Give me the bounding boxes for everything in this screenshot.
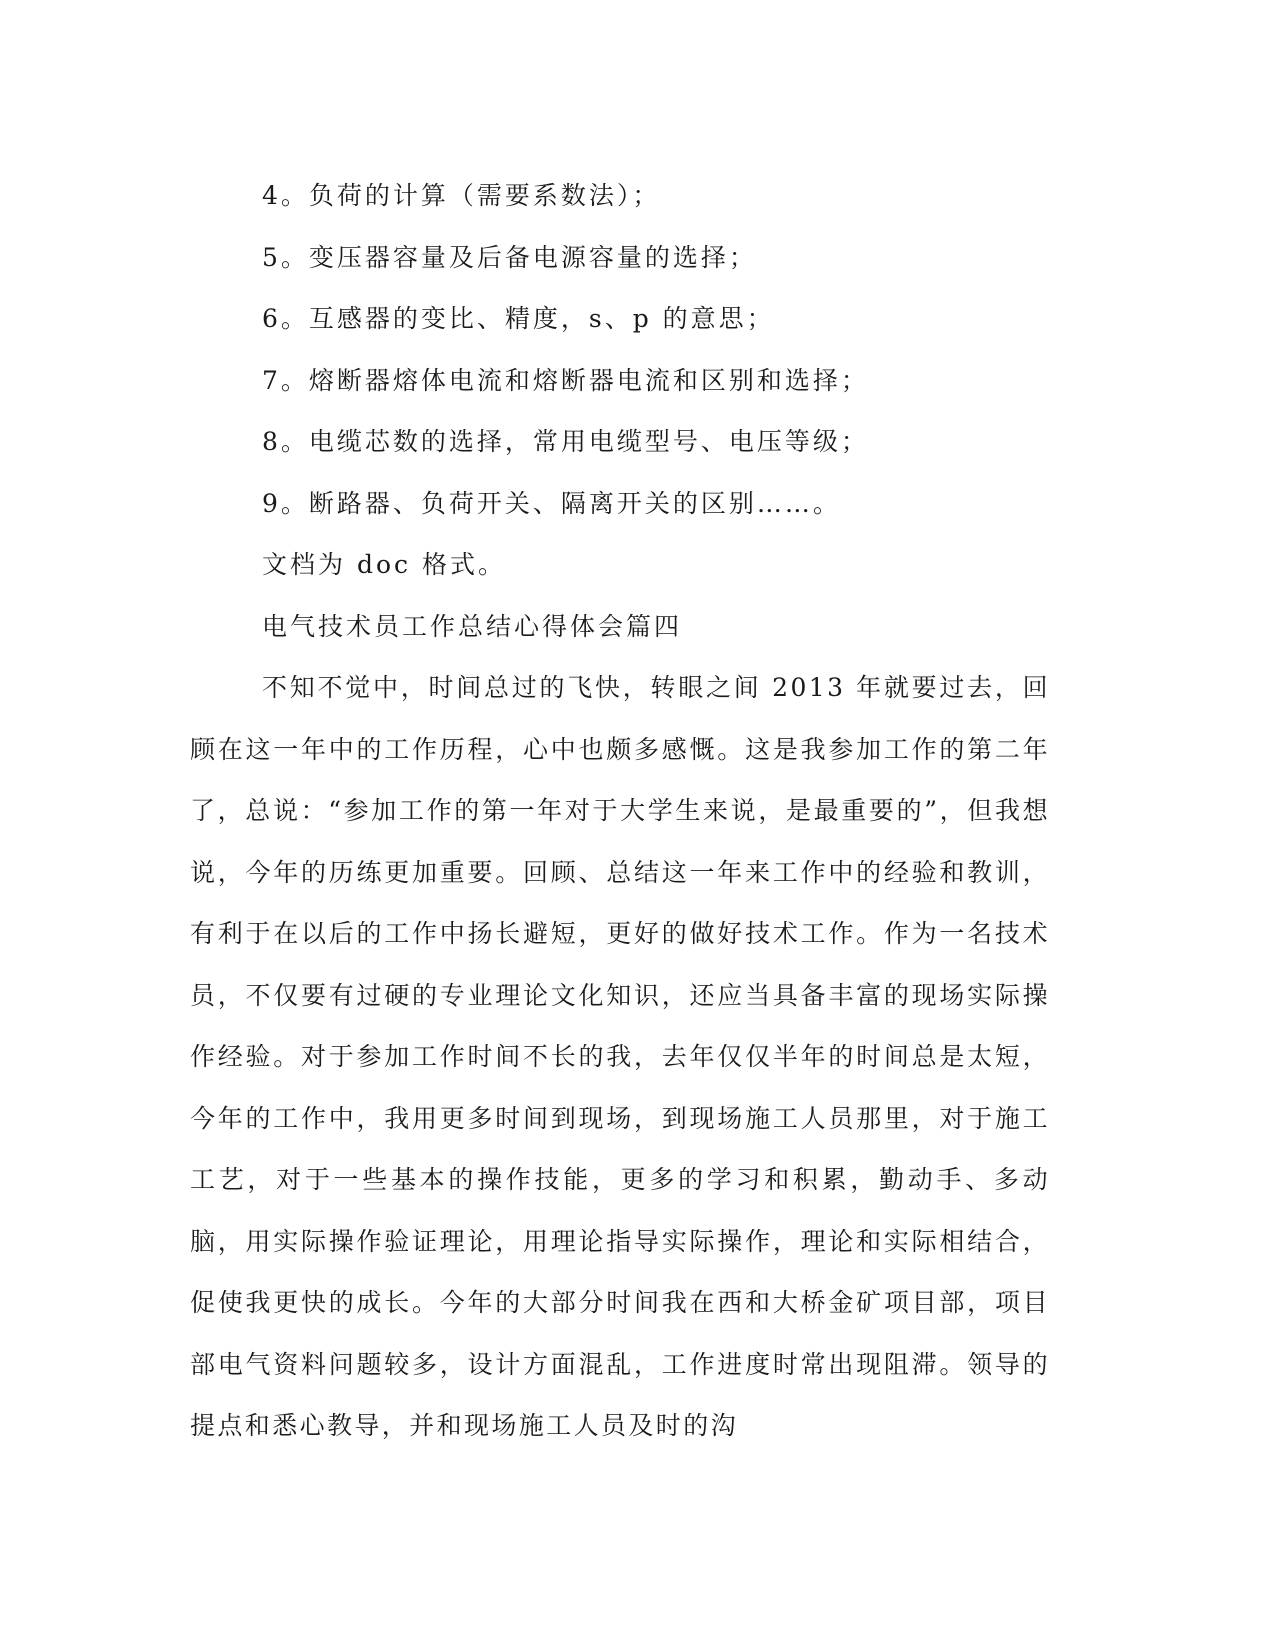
- section-heading: 电气技术员工作总结心得体会篇四: [262, 611, 683, 641]
- list-item: 8。电缆芯数的选择，常用电缆型号、电压等级；: [262, 427, 869, 456]
- list-item: 5。变压器容量及后备电源容量的选择；: [262, 242, 757, 272]
- body-paragraph: 不知不觉中，时间总过的飞快，转眼之间 2013 年就要过去，回顾在这一年中的工作历程，心中也颇多感慨。这是我参加工作的第二年了，总说：“参加工作的第一年对于大学生来说，是最重要的”，但我想说，今年的历练更加重要。回顾、总结这一年来工作中的经验和教训，有利于在以后的工作中扬长避短，更好的做好技术工作。作为一名技术员，不仅要有过硬的专业理论文化知识，还应当具备丰富的现场实际操作经验。对于参加工作时间不长的我，去年仅仅半年的时间总是太短，今年的工作中，我用更多时间到现场，到现场施工人员那里，对于施工工艺，对于一些基本的操作技能，更多的学习和积累，勤动手、多动脑，用实际操作验证理论，用理论指导实际操作，理论和实际相结合，促使我更快的成长。今年的大部分时间我在西和大桥金矿项目部，项目部电气资料问题较多，设计方面混乱，工作进度时常出现阻滞。领导的提点和悉心教导，并和现场施工人员及时的沟: [190, 673, 1050, 1440]
- document-content: [190, 165, 1050, 1457]
- list-item: 4。负荷的计算（需要系数法）；: [262, 181, 661, 210]
- list-item: 9。断路器、负荷开关、隔离开关的区别……。: [262, 488, 841, 518]
- list-item: 7。熔断器熔体电流和熔断器电流和区别和选择；: [262, 365, 869, 395]
- doc-format-note: 文档为 doc 格式。: [262, 550, 506, 579]
- list-item: 6。互感器的变比、精度，s、p 的意思；: [262, 304, 775, 333]
